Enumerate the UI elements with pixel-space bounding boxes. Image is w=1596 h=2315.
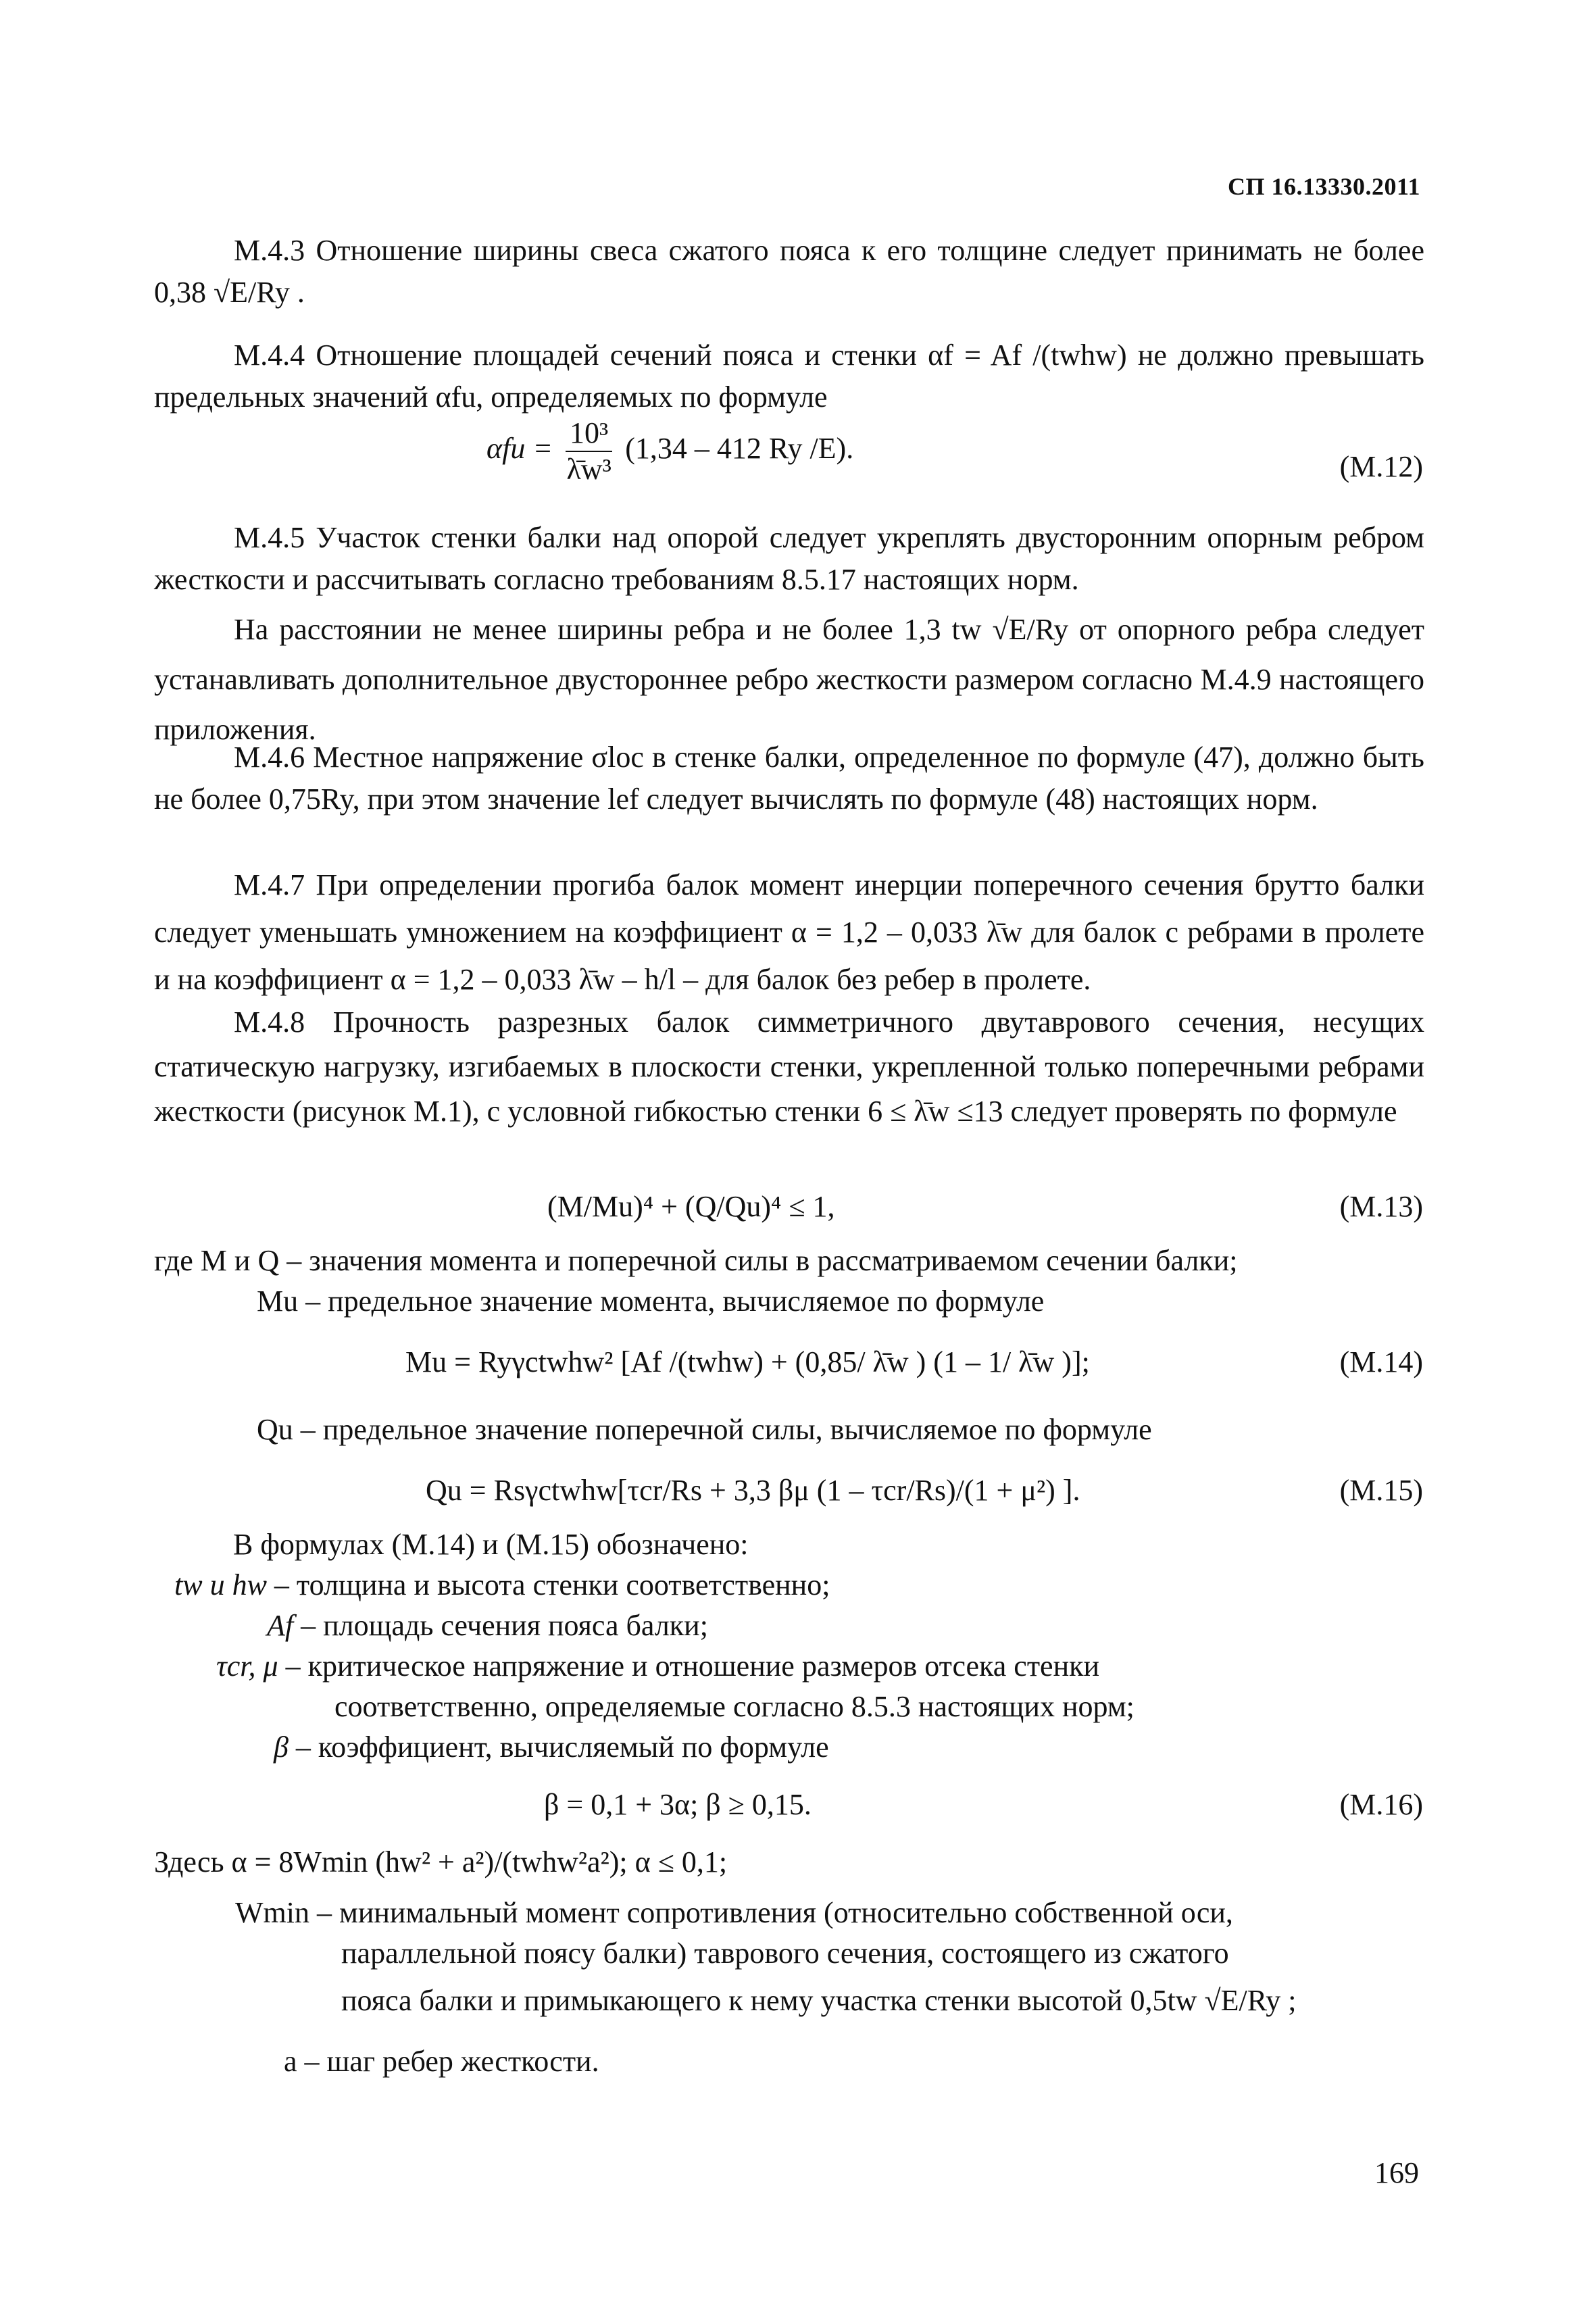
page-number: 169 (1374, 2156, 1419, 2189)
definition-text: соответственно, определяемые согласно 8.5.3 настоящих норм; (334, 1690, 1134, 1723)
formula-m12-denominator: λ̄w³ (566, 453, 612, 486)
formula-m16: β = 0,1 + 3α; β ≥ 0,15. (544, 1788, 812, 1821)
paragraph-distance: На расстоянии не менее ширины ребра и не более 1,3 tw √E/Ry от опорного ребра следует устанавливать дополнительное двустороннее ребро жесткости размером согласно М.4.9 настоящего приложения. (154, 613, 1424, 746)
wmin-definition-line-3: пояса балки и примыкающего к нему участка стенки высотой 0,5tw √E/Ry ; (341, 1984, 1297, 2017)
paragraph-m45: М.4.5 Участок стенки балки над опорой следует укреплять двусторонним опорным ребром жесткости и рассчитывать согласно требованиям 8.5.17 настоящих норм. (154, 521, 1424, 596)
paragraph-alpha-definition: Здесь α = 8Wmin (hw² + a²)/(twhw²a²); α ≤ 0,1; (154, 1845, 728, 1878)
paragraph-m48: М.4.8 Прочность разрезных балок симметричного двутаврового сечения, несущих статическую нагрузку, изгибаемых в плоскости стенки, укрепленной только поперечными ребрами жесткости (рисунок М.1), с условной гибкостью стенки 6 ≤ λ̄w ≤13 следует проверять по формуле (154, 1005, 1424, 1128)
equation-number-m15: (М.15) (1339, 1474, 1423, 1507)
equation-number-m14: (М.14) (1339, 1345, 1423, 1378)
definition-text: площадь сечения пояса балки; (323, 1609, 708, 1642)
document-code-header: СП 16.13330.2011 (1227, 173, 1420, 200)
definition-af (267, 1605, 708, 1647)
equation-number-m13: (М.13) (1339, 1190, 1423, 1223)
formula-m15: Qu = Rsγctwhw[τcr/Rs + 3,3 βμ (1 – τcr/Rs)/(1 + μ²) ]. (426, 1474, 1080, 1507)
formula-m12-lhs: αfu = (487, 432, 553, 466)
formula-m14: Mu = Ryγctwhw² [Af /(twhw) + (0,85/ λ̄w ) (1 – 1/ λ̄w )]; (405, 1345, 1090, 1378)
formula-m12-rhs: (1,34 – 412 Ry /E). (625, 432, 854, 466)
definition-symbol: tw и hw – (174, 1568, 289, 1601)
formula-m13: (M/Mu)⁴ + (Q/Qu)⁴ ≤ 1, (547, 1190, 835, 1223)
formula-m12-numerator: 10³ (566, 416, 612, 452)
formula-m12 (487, 416, 853, 487)
equation-number-m12: (М.12) (1339, 450, 1423, 483)
paragraph-m46: М.4.6 Местное напряжение σloc в стенке балки, определенное по формуле (47), должно быть не более 0,75Ry, при этом значение lef следует вычислять по формуле (48) настоящих норм. (154, 741, 1424, 816)
wmin-definition-line-1: Wmin – минимальный момент сопротивления (относительно собственной оси, (235, 1896, 1233, 1929)
definition-symbol: τcr, μ – (216, 1649, 301, 1683)
equation-number-m16: (М.16) (1339, 1788, 1423, 1821)
wmin-definition-line-2: параллельной поясу балки) таврового сечения, состоящего из сжатого (341, 1937, 1229, 1970)
paragraph-m47: М.4.7 При определении прогиба балок момент инерции поперечного сечения брутто балки следует уменьшать умножением на коэффициент α = 1,2 – 0,033 λ̄w для балок с ребрами в пролете и на коэффициент α = 1,2 – 0,033 λ̄w – h/l – для балок без ребер в пролете. (154, 868, 1424, 996)
a-definition-line: a – шаг ребер жесткости. (284, 2045, 599, 2078)
definition-text: коэффициент, вычисляемый по формуле (318, 1731, 829, 1764)
formula-m12-fraction (566, 416, 612, 487)
paragraph-m44: М.4.4 Отношение площадей сечений пояса и стенки αf = Af /(twhw) не должно превышать предельных значений αfu, определяемых по формуле (154, 339, 1424, 414)
paragraph-where: где M и Q – значения момента и поперечной силы в рассматриваемом сечении балки; (154, 1244, 1238, 1277)
definition-tau-mu-continued (334, 1686, 1134, 1728)
paragraph-m43: М.4.3 Отношение ширины свеса сжатого пояса к его толщине следует принимать не более 0,38 √E/Ry . (154, 234, 1424, 309)
definition-text: критическое напряжение и отношение размеров отсека стенки (307, 1649, 1100, 1683)
definition-text: толщина и высота стенки соответственно; (296, 1568, 830, 1601)
definition-symbol: Af – (267, 1609, 316, 1642)
paragraph-qu-definition: Qu – предельное значение поперечной силы, вычисляемое по формуле (257, 1413, 1152, 1446)
definition-tau-mu (216, 1645, 1099, 1687)
definition-tw-hw (174, 1564, 830, 1606)
definition-beta (274, 1726, 829, 1768)
paragraph-mu-definition: Mu – предельное значение момента, вычисляемое по формуле (257, 1285, 1045, 1318)
definition-symbol: β – (274, 1731, 311, 1764)
paragraph-in-formulas: В формулах (М.14) и (М.15) обозначено: (233, 1528, 749, 1561)
